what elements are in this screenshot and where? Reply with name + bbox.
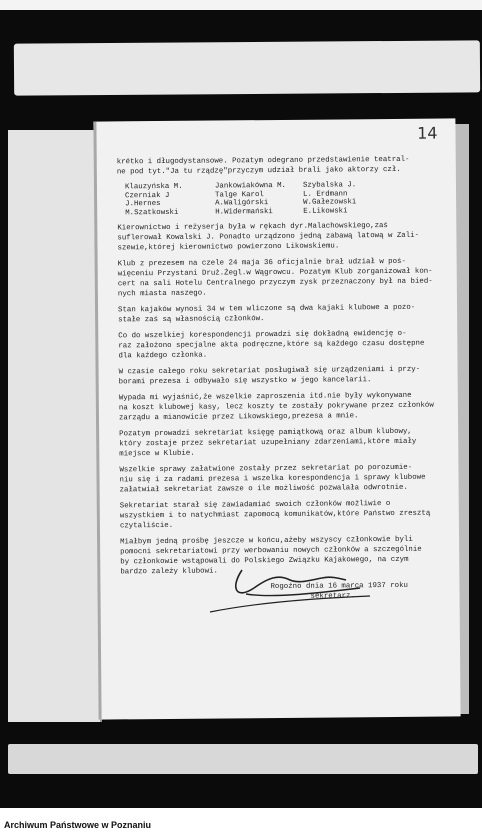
text-line: Klub z prezesem na czele 24 maja 36 oficjalnie brał udział w poś- — [117, 257, 406, 269]
body-paragraph — [118, 329, 447, 362]
text-line: cert na sali Hotelu Centralnego przyczym zysk przeznaczony był na bied- — [117, 277, 433, 289]
text-line: szewie,której kierownictwo powierzono Likowskiemu. — [117, 242, 340, 253]
text-line: borami prezesa i odbywało się wszystko w jego kancelarii. — [118, 376, 372, 387]
text-line: Pozatym prowadzi sekretariat księgę pamiątkową oraz album klubowy, — [119, 427, 412, 439]
actor-name: Jankowiakówna M. — [214, 181, 286, 191]
body-paragraph — [117, 221, 446, 254]
body-paragraph — [118, 303, 447, 326]
archive-footer — [0, 808, 482, 840]
text-line: Wypada mi wyjaśnić,że wszelkie zaproszenia itd.nie były wykonywane — [118, 391, 412, 403]
text-line: stałe zaś są własnością członków. — [118, 315, 265, 325]
next-page-strip — [8, 744, 478, 774]
text-line: Sekretariat starał się zawiadamiać swoich członków możliwie o — [119, 500, 391, 511]
previous-page-strip — [14, 40, 480, 95]
handwritten-signature — [150, 558, 370, 618]
text-line: raz założono specjalne akta podręczne,które są każdego czasu dostępne — [118, 339, 425, 351]
text-line: Co do wszelkiej korespondencji prowadzi się dokładną ewidencję o- — [118, 329, 407, 341]
text-line: pomocni sekretariatowi przy werbowaniu nowych członków a szczególnie — [120, 545, 422, 557]
actor-name: Talge Karol — [215, 190, 264, 200]
text-line: który zostaje przez sekretariat uzupełniany zdarzeniami,które miały — [119, 437, 417, 449]
text-line: zarządu a mianowicie przez Likowskiego,prezesa a mnie. — [118, 412, 359, 423]
text-line: niu się i za radami prezesa i wszelka korespondencja i sprawy klubowe — [119, 473, 426, 485]
text-line: suflerował Kowalski J. Ponadto urządzono jedną zabawą latową w Zali- — [117, 231, 420, 243]
body-paragraph — [120, 499, 449, 532]
text-line: ne pod tyt."Ja tu rządzę"przyczym udział brali jako aktorzy czł. — [116, 165, 401, 177]
actor-name: Szybalska J. — [302, 181, 357, 190]
document-page — [93, 118, 460, 719]
text-line: bardzo zależy klubowi. — [120, 567, 218, 577]
body-paragraph — [119, 427, 448, 460]
intro-paragraph — [117, 155, 446, 178]
intro-paragraph — [117, 155, 446, 178]
text-line: Kierownictwo i reżyserja była w rękach dyr.Malachowskiego,zaś — [117, 222, 388, 233]
text-line: Wszelkie sprawy załatwione zostały przez sekretariat po porozumie- — [119, 463, 413, 475]
text-line: na koszt klubowej kasy, lecz koszty te zostały pokrywane przez członków — [118, 401, 434, 413]
actor-names-list — [125, 181, 446, 218]
body-paragraph — [119, 365, 448, 388]
body-paragraph — [119, 463, 448, 496]
actor-name: H.Widermański — [215, 207, 273, 217]
actor-name: Czerniak J — [125, 191, 170, 200]
actor-name: E.Likowski — [303, 206, 348, 216]
place-date: Rogoźno dnia 16 marca 1937 roku — [270, 581, 408, 592]
top-border — [0, 0, 482, 10]
report-body — [117, 221, 449, 578]
body-paragraph — [119, 391, 448, 424]
text-line: krétko i długodystansowe. Pozatym odegrano przedstawienie teatral- — [116, 155, 410, 167]
actor-name: L. Erdmann — [303, 189, 348, 199]
scanned-image — [0, 10, 482, 808]
actor-name: M.Szatkowski — [125, 208, 179, 217]
actor-name: W.Gałezowski — [303, 198, 357, 207]
left-facing-page — [8, 130, 102, 722]
text-line: wszystkiem i to natychmiast zapomocą komunikatów,które Państwo zresztą — [119, 509, 431, 521]
archive-name: Archiwum Państwowe w Poznaniu — [4, 820, 152, 830]
text-line: miejsce w Klubie. — [119, 449, 195, 459]
text-line: dla każdego członka. — [118, 351, 208, 361]
text-line: czytaliście. — [119, 521, 174, 531]
text-line: nych miasta naszego. — [117, 289, 207, 299]
text-line: więceniu Przystani Druż.Żegl.w Wągrowcu. Pozatym Klub zorganizował kon- — [117, 267, 433, 279]
body-paragraph — [118, 257, 447, 300]
actor-name: A.Waligórski — [215, 199, 269, 208]
actor-name: J.Hernes — [125, 200, 161, 209]
text-line: Miałbym jedną prośbę jeszcze w końcu,ażeby wszyscy członkowie byli — [120, 535, 413, 547]
text-line: by członkowie wstąpowali do Polskiego Związku Kajakowego, na czym — [120, 555, 409, 567]
text-line: W czasie całego roku sekretariat posługiwał się urządzeniami i przy- — [118, 365, 421, 377]
text-line: Stan kajaków wynosi 34 w tem wliczone są dwa kajaki klubowe a pozo- — [118, 303, 416, 315]
actor-name: Klauzyńska M. — [124, 182, 183, 192]
text-line: załatwiał sekretariat zawsze o ile możliwość pozwalała odwrotnie. — [119, 483, 408, 495]
signer-role: sekretarz. — [310, 592, 355, 601]
page-number: 14 — [417, 123, 438, 143]
